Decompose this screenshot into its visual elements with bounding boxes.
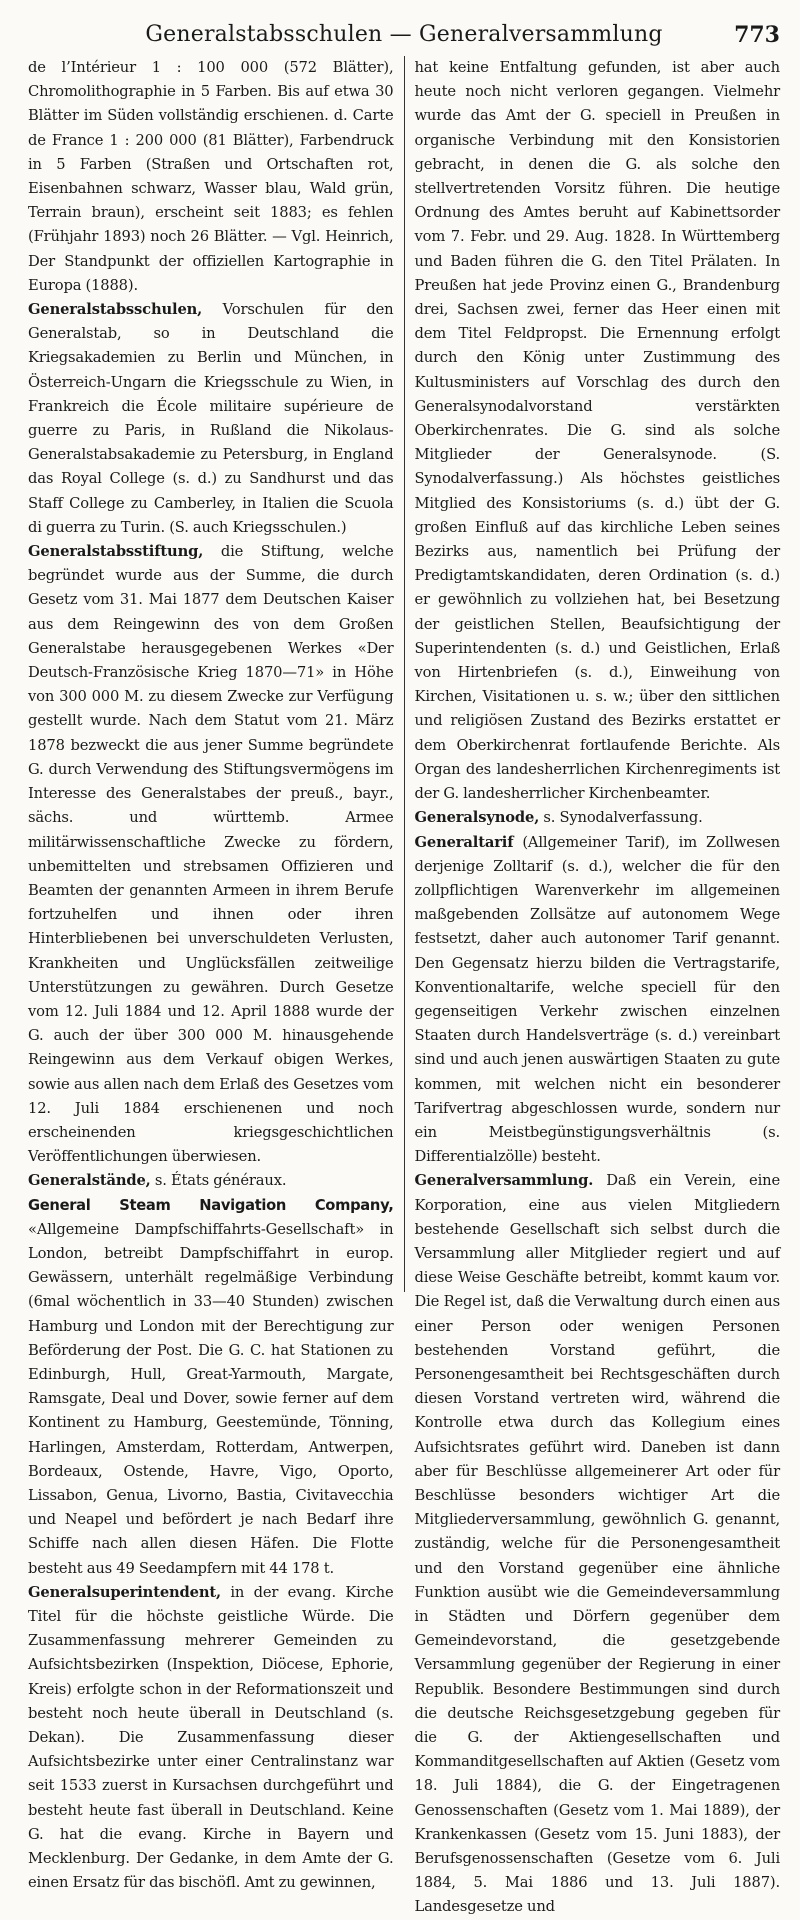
left-column [28, 56, 402, 1892]
page-number: 773 [734, 22, 780, 48]
entry-generalversammlung [415, 1169, 781, 1919]
entry-headword: General Steam Navigation Company, [28, 1196, 394, 1214]
entry-text: «Allgemeine Dampfschiffahrts-Gesellschaft» in London, betreibt Dampfschiffahrt in europ. Gewässern, unterhält regelmäßige Verbindung (6mal wöchentlich in 33—40 Stunden) zwischen Hamburg und London mit der Berechtigung zur Beförderung der Post. Die G. C. hat Stationen zu Edinburgh, Hull, Great-Yarmouth, Margate, Ramsgate, Deal und Dover, sowie ferner auf dem Kontinent zu Hamburg, Geestemünde, Tönning, Harlingen, Amsterdam, Rotterdam, Antwerpen, Bordeaux, Ostende, Havre, Vigo, Oporto, Lissabon, Genua, Livorno, Bastia, Civitavecchia und Neapel und befördert je nach Bedarf ihre Schiffe nach allen diesen Häfen. Die Flotte besteht aus 49 Seedampfern mit 44 178 t. [28, 1220, 394, 1577]
column-divider [404, 56, 405, 1292]
entry-headword: Generalstände, [28, 1172, 151, 1190]
entry-generaltarif [415, 831, 781, 1170]
entry-text: s. Synodalverfassung. [539, 809, 703, 827]
entry-text: die Stiftung, welche begründet wurde aus der Summe, die durch Gesetz vom 31. Mai 1877 dem Deutschen Kaiser aus dem Reingewinn des von dem Großen Generalstabe herausgegebenen Werkes «Der Deutsch-Französische Krieg 1870—71» in Höhe von 300 000 M. zu diesem Zwecke zur Verfügung gestellt wurde. Nach dem Statut vom 21. März 1878 bezweckt die aus jener Summe begründete G. durch Verwendung des Stiftungsvermögens im Interesse des Generalstabes der preuß., bayr., sächs. und württemb. Armee militärwissenschaftliche Zwecke zu fördern, unbemittelten und strebsamen Offizieren und Beamten der genannten Armeen in ihrem Berufe fortzuhelfen und ihnen oder ihren Hinterbliebenen bei unverschuldeten Verlusten, Krankheiten und Unglücksfällen zeitweilige Unterstützungen zu gewähren. Durch Gesetze vom 12. Juli 1884 und 12. April 1888 wurde der G. auch der über 300 000 M. hinausgehende Reingewinn aus dem Verkauf obigen Werkes, sowie aus allen nach dem Erlaß des Gesetzes vom 12. Juli 1884 erschienenen und noch erscheinenden kriegsgeschichtlichen Veröffentlichungen überwiesen. [28, 543, 394, 1166]
entry-headword: Generalversammlung. [414, 1172, 594, 1190]
entry-headword: Generalstabsstiftung, [28, 543, 204, 561]
entry-continuation [415, 56, 781, 806]
entry-text: Daß ein Verein, eine Korporation, eine aus vielen Mitgliedern bestehende Gesellschaft sich selbst durch die Versammlung aller Mitglieder regiert und auf diese Weise Geschäfte betreibt, kommt kaum vor. Die Regel ist, daß die Verwaltung durch einen aus einer Person oder wenigen Personen bestehenden Vorstand geführt, die Personengesamtheit bei Rechtsgeschäften durch diesen Vorstand vertreten wird, während die Kontrolle etwa durch das Kollegium eines Aufsichtsrates geführt wird. Daneben ist dann aber für Beschlüsse allgemeinerer Art oder für Beschlüsse besonders wichtiger Art die Mitgliederversammlung, gewöhnlich G. genannt, zuständig, welche für die Personengesamtheit und den Vorstand gegenüber eine ähnliche Funktion ausübt wie die Gemeindeversammlung in Städten und Dörfern gegenüber dem Gemeindevorstand, die gesetzgebende Versammlung gegenüber der Regierung in einer Republik. Besondere Bestimmungen sind durch die deutsche Reichsgesetzgebung gegeben für die G. der Aktiengesellschaften und Kommanditgesellschaften auf Aktien (Gesetz vom 18. Juli 1884), die G. der Eingetragenen Genossenschaften (Gesetz vom 1. Mai 1889), der Krankenkassen (Gesetz vom 15. Juni 1883), der Berufsgenossenschaften (Gesetze vom 6. Juli 1884, 5. Mai 1886 und 13. Juli 1887). Landesgesetze und [414, 1172, 780, 1916]
entry-headword: Generaltarif [414, 833, 514, 851]
entry-text: in der evang. Kirche Titel für die höchste geistliche Würde. Die Zusammenfassung mehrerer Gemeinden zu Aufsichtsbezirken (Inspektion, Diöcese, Ephorie, Kreis) erfolgte schon in der Reformationszeit und besteht noch heute überall in Deutschland (s. Dekan). Die Zusammenfassung dieser Aufsichtsbezirke unter einer Centralinstanz war seit 1533 zuerst in Kursachsen durchgeführt und besteht heute fast überall in Deutschland. Keine G. hat die evang. Kirche in Bayern und Mecklenburg. Der Gedanke, in dem Amte der G. einen Ersatz für das bischöfl. Amt zu gewinnen, [28, 1583, 394, 1892]
entry-text: s. États généraux. [150, 1172, 287, 1190]
right-column [407, 56, 781, 1916]
entry-text: Vorschulen für den Generalstab, so in Deutschland die Kriegsakademien zu Berlin und München, in Österreich-Ungarn die Kriegsschule zu Wien, in Frankreich die École militaire supérieure de guerre zu Paris, in Rußland die Nikolaus-Generalstabsakademie zu Petersburg, in England das Royal College (s. d.) zu Sandhurst und das Staff College zu Camberley, in Italien die Scuola di guerra zu Turin. (S. auch Kriegsschulen.) [28, 301, 394, 536]
entry-headword: Generalsynode, [414, 809, 540, 827]
entry-headword: Generalsuperintendent, [28, 1583, 222, 1601]
entry-headword: Generalstabsschulen, [28, 301, 203, 319]
entry-generalstaende [28, 1169, 394, 1193]
running-head: Generalstabsschulen — Generalversammlung [145, 22, 663, 47]
entry-text: de l’Intérieur 1 : 100 000 (572 Blätter), Chromolithographie in 5 Farben. Bis auf etwa 30 Blätter im Süden vollständig erschienen. d. Carte de France 1 : 200 000 (81 Blätter), Farbendruck in 5 Farben (Straßen und Ortschaften rot, Eisenbahnen schwarz, Wasser blau, Wald grün, Terrain braun), erscheint seit 1883; es fehlen (Frühjahr 1893) noch 26 Blätter. — Vgl. Heinrich, Der Standpunkt der offiziellen Kartographie in Europa (1888). [28, 59, 394, 294]
entry-text: hat keine Entfaltung gefunden, ist aber auch heute noch nicht verloren gegangen. Vielmehr wurde das Amt der G. speciell in Preußen in organische Verbindung mit den Konsistorien gebracht, in denen die G. als solche den stellvertretenden Vorsitz führen. Die heutige Ordnung des Amtes beruht auf Kabinettsorder vom 7. Febr. und 29. Aug. 1828. In Württemberg und Baden führen die G. den Titel Prälaten. In Preußen hat jede Provinz einen G., Brandenburg drei, Sachsen zwei, ferner das Heer einen mit dem Titel Feldpropst. Die Ernennung erfolgt durch den König unter Zustimmung des Kultusministers auf Vorschlag des durch den Generalsynodalvorstand verstärkten Oberkirchenrates. Die G. sind als solche Mitglieder der Generalsynode. (S. Synodalverfassung.) Als höchstes geistliches Mitglied des Konsistoriums (s. d.) übt der G. großen Einfluß auf das kirchliche Leben seines Bezirks aus, namentlich bei Prüfung der Predigtamtskandidaten, deren Ordination (s. d.) er gewöhnlich zu vollziehen hat, bei Besetzung der geistlichen Stellen, Beaufsichtigung der Superintendenten (s. d.) und Geistlichen, Erlaß von Hirtenbriefen (s. d.), Einweihung von Kirchen, Visitationen u. s. w.; über den sittlichen und religiösen Zustand des Bezirks erstattet er dem Oberkirchenrat fortlaufende Berichte. Als Organ des landesherrlichen Kirchenregiments ist der G. landesherrlicher Kirchenbeamter. [414, 59, 780, 803]
entry-generalstabsstiftung [28, 540, 394, 1169]
entry-generalsynode [415, 806, 781, 830]
text-columns [28, 56, 780, 1916]
page-header [28, 0, 780, 56]
entry-text: (Allgemeiner Tarif), im Zollwesen derjenige Zolltarif (s. d.), welcher die für den zollpflichtigen Warenverkehr im allgemeinen maßgebenden Zollsätze auf autonomem Wege festsetzt, daher auch autonomer Tarif genannt. Den Gegensatz hierzu bilden die Vertragstarife, Konventionaltarife, welche speciell für den gegenseitigen Verkehr zwischen einzelnen Staaten durch Handelsverträge (s. d.) vereinbart sind und auch jenen auswärtigen Staaten zu gute kommen, mit welchen nicht ein besonderer Tarifvertrag abgeschlossen wurde, sondern nur ein Meistbegünstigungsverhältnis (s. Differentialzölle) besteht. [414, 833, 780, 1166]
entry-continuation [28, 56, 394, 298]
entry-generalsuperintendent [28, 1581, 394, 1896]
entry-general-steam-navigation-company [28, 1194, 394, 1581]
entry-generalstabsschulen [28, 298, 394, 540]
